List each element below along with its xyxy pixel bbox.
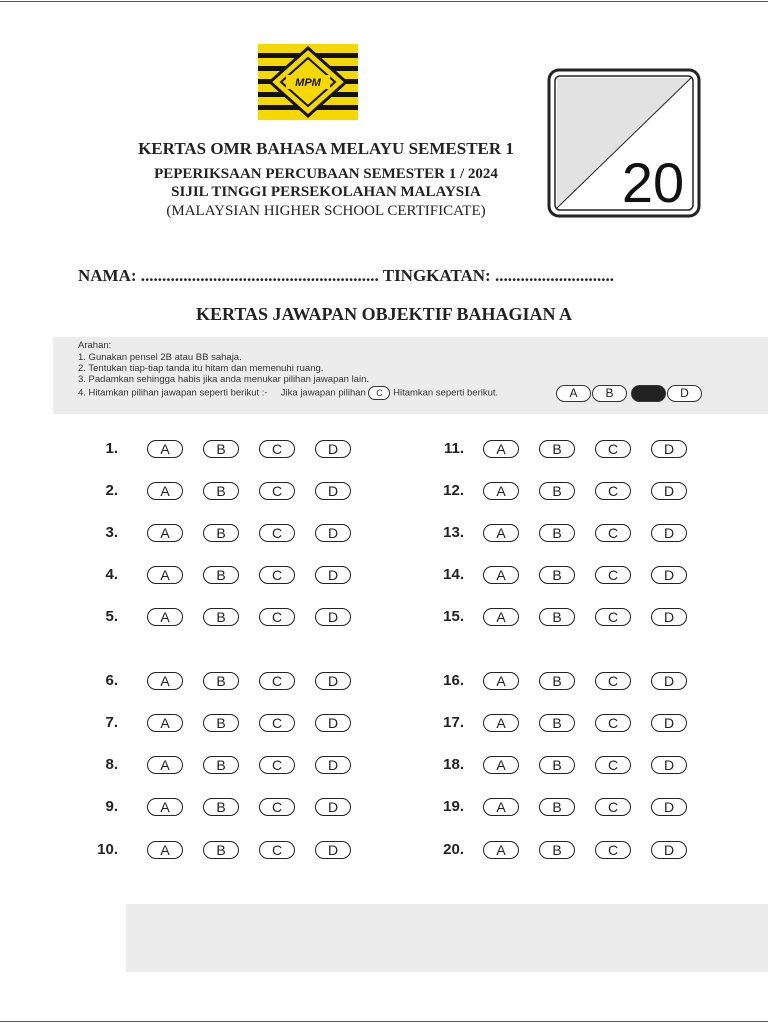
- answer-bubble-c[interactable]: C: [595, 672, 631, 690]
- answer-bubble-c[interactable]: C: [595, 482, 631, 500]
- question-number: 18.: [443, 756, 464, 773]
- answer-bubble-c[interactable]: C: [595, 524, 631, 542]
- answer-bubble-c[interactable]: C: [595, 798, 631, 816]
- answer-bubble-b[interactable]: B: [539, 440, 575, 458]
- answer-bubble-d[interactable]: D: [651, 756, 687, 774]
- answer-bubble-a[interactable]: A: [147, 756, 183, 774]
- set-number-box: [547, 68, 701, 218]
- answer-bubble-a[interactable]: A: [483, 756, 519, 774]
- answer-bubble-b[interactable]: B: [539, 566, 575, 584]
- question-number: 15.: [443, 608, 464, 625]
- answer-bubble-d[interactable]: D: [315, 482, 351, 500]
- question-number: 7.: [105, 714, 118, 731]
- answer-bubble-c[interactable]: C: [259, 524, 295, 542]
- answer-bubble-b[interactable]: B: [539, 756, 575, 774]
- answer-bubble-d[interactable]: D: [315, 440, 351, 458]
- bottom-border: [0, 1021, 768, 1022]
- question-number: 6.: [105, 672, 118, 689]
- question-number: 2.: [105, 482, 118, 499]
- example-text-2: Hitamkan seperti berikut.: [393, 387, 499, 399]
- certificate-title: SIJIL TINGGI PERSEKOLAHAN MALAYSIA: [171, 184, 481, 200]
- answer-bubble-d[interactable]: D: [651, 672, 687, 690]
- example-bubble-a: A: [556, 385, 591, 402]
- answer-bubble-b[interactable]: B: [203, 608, 239, 626]
- answer-bubble-c[interactable]: C: [259, 566, 295, 584]
- answer-bubble-c[interactable]: C: [595, 608, 631, 626]
- answer-bubble-d[interactable]: D: [651, 524, 687, 542]
- instruction-item: 2. Tentukan tiap-tiap tanda itu hitam dan memenuhi ruang.: [78, 363, 324, 374]
- answer-bubble-b[interactable]: B: [539, 714, 575, 732]
- answer-bubble-b[interactable]: B: [203, 672, 239, 690]
- instruction-item: 1. Gunakan pensel 2B atau BB sahaja.: [78, 352, 242, 363]
- answer-bubble-d[interactable]: D: [315, 672, 351, 690]
- question-number: 3.: [105, 524, 118, 541]
- certificate-title-english: (MALAYSIAN HIGHER SCHOOL CERTIFICATE): [166, 203, 486, 219]
- answer-bubble-d[interactable]: D: [651, 482, 687, 500]
- answer-bubble-a[interactable]: A: [483, 440, 519, 458]
- example-bubble-c-filled: C: [631, 385, 666, 402]
- instruction-item: 3. Padamkan sehingga habis jika anda menukar pilihan jawapan lain.: [78, 374, 369, 385]
- answer-bubble-b[interactable]: B: [203, 524, 239, 542]
- answer-bubble-b[interactable]: B: [203, 714, 239, 732]
- answer-bubble-a[interactable]: A: [147, 672, 183, 690]
- question-number: 16.: [443, 672, 464, 689]
- instructions-panel: [53, 337, 768, 414]
- answer-bubble-a[interactable]: A: [147, 566, 183, 584]
- answer-bubble-b[interactable]: B: [539, 672, 575, 690]
- answer-bubble-a[interactable]: A: [147, 482, 183, 500]
- question-number: 12.: [443, 482, 464, 499]
- question-number: 4.: [105, 566, 118, 583]
- answer-bubble-a[interactable]: A: [483, 798, 519, 816]
- question-number: 19.: [443, 798, 464, 815]
- answer-bubble-d[interactable]: D: [651, 440, 687, 458]
- answer-bubble-d[interactable]: D: [315, 756, 351, 774]
- answer-bubble-c[interactable]: C: [259, 482, 295, 500]
- example-bubble-d: D: [667, 385, 702, 402]
- answer-bubble-c[interactable]: C: [595, 841, 631, 859]
- answer-bubble-c[interactable]: C: [259, 798, 295, 816]
- answer-bubble-a[interactable]: A: [147, 608, 183, 626]
- answer-bubble-c[interactable]: C: [595, 566, 631, 584]
- answer-bubble-b[interactable]: B: [203, 756, 239, 774]
- example-bubble-b: B: [592, 385, 627, 402]
- answer-bubble-d[interactable]: D: [315, 714, 351, 732]
- answer-bubble-d[interactable]: D: [315, 524, 351, 542]
- question-number: 1.: [105, 440, 118, 457]
- logo-text: MPM: [295, 77, 321, 89]
- question-number: 13.: [443, 524, 464, 541]
- answer-bubble-a[interactable]: A: [483, 841, 519, 859]
- answer-bubble-b[interactable]: B: [539, 798, 575, 816]
- answer-bubble-d[interactable]: D: [315, 566, 351, 584]
- answer-bubble-d[interactable]: D: [315, 608, 351, 626]
- name-class-line: NAMA: ........................................................ TINGKATAN: ............................: [78, 266, 614, 285]
- question-number: 11.: [443, 440, 464, 457]
- answer-bubble-c[interactable]: C: [259, 714, 295, 732]
- answer-bubble-a[interactable]: A: [147, 524, 183, 542]
- answer-bubble-b[interactable]: B: [203, 566, 239, 584]
- answer-bubble-a[interactable]: A: [483, 714, 519, 732]
- answer-bubble-b[interactable]: B: [203, 841, 239, 859]
- answer-bubble-d[interactable]: D: [315, 798, 351, 816]
- answer-bubble-b[interactable]: B: [203, 798, 239, 816]
- question-number: 17.: [443, 714, 464, 731]
- answer-bubble-c[interactable]: C: [259, 841, 295, 859]
- answer-bubble-b[interactable]: B: [203, 440, 239, 458]
- example-text-1: Jika jawapan pilihan: [280, 387, 366, 399]
- answer-bubble-d[interactable]: D: [315, 841, 351, 859]
- footer-panel: [126, 904, 768, 972]
- answer-bubble-c[interactable]: C: [259, 672, 295, 690]
- answer-bubble-d[interactable]: D: [651, 608, 687, 626]
- answer-bubble-a[interactable]: A: [483, 482, 519, 500]
- question-number: 5.: [105, 608, 118, 625]
- answer-bubble-c[interactable]: C: [259, 608, 295, 626]
- top-border: [0, 1, 768, 2]
- answer-bubble-a[interactable]: A: [147, 714, 183, 732]
- example-choice-bubble: C: [368, 386, 390, 400]
- instruction-item-example: [78, 386, 498, 400]
- answer-bubble-c[interactable]: C: [595, 714, 631, 732]
- answer-bubble-d[interactable]: D: [651, 714, 687, 732]
- answer-bubble-a[interactable]: A: [483, 608, 519, 626]
- exam-subtitle: PEPERIKSAAN PERCUBAAN SEMESTER 1 / 2024: [154, 166, 498, 182]
- question-number: 10.: [97, 841, 118, 858]
- answer-bubble-b[interactable]: B: [203, 482, 239, 500]
- section-title: KERTAS JAWAPAN OBJEKTIF BAHAGIAN A: [195, 304, 573, 324]
- answer-bubble-a[interactable]: A: [147, 798, 183, 816]
- answer-bubble-a[interactable]: A: [483, 524, 519, 542]
- instructions-heading: Arahan:: [78, 340, 112, 351]
- answer-bubble-a[interactable]: A: [483, 566, 519, 584]
- set-number: 20: [621, 151, 685, 214]
- answer-bubble-c[interactable]: C: [595, 440, 631, 458]
- answer-bubble-c[interactable]: C: [259, 440, 295, 458]
- answer-bubble-d[interactable]: D: [651, 841, 687, 859]
- question-number: 9.: [105, 798, 118, 815]
- answer-bubble-b[interactable]: B: [539, 841, 575, 859]
- answer-bubble-a[interactable]: A: [147, 440, 183, 458]
- answer-bubble-b[interactable]: B: [539, 524, 575, 542]
- answer-bubble-b[interactable]: B: [539, 482, 575, 500]
- page-title: KERTAS OMR BAHASA MELAYU SEMESTER 1: [138, 139, 514, 158]
- question-number: 8.: [105, 756, 118, 773]
- answer-bubble-c[interactable]: C: [595, 756, 631, 774]
- instruction-item: 4. Hitamkan pilihan jawapan seperti berikut :-: [78, 387, 268, 399]
- question-number: 14.: [443, 566, 464, 583]
- question-number: 20.: [443, 841, 464, 858]
- answer-bubble-d[interactable]: D: [651, 566, 687, 584]
- answer-bubble-d[interactable]: D: [651, 798, 687, 816]
- answer-bubble-b[interactable]: B: [539, 608, 575, 626]
- mpm-logo: [258, 44, 358, 120]
- answer-bubble-a[interactable]: A: [483, 672, 519, 690]
- answer-bubble-a[interactable]: A: [147, 841, 183, 859]
- answer-bubble-c[interactable]: C: [259, 756, 295, 774]
